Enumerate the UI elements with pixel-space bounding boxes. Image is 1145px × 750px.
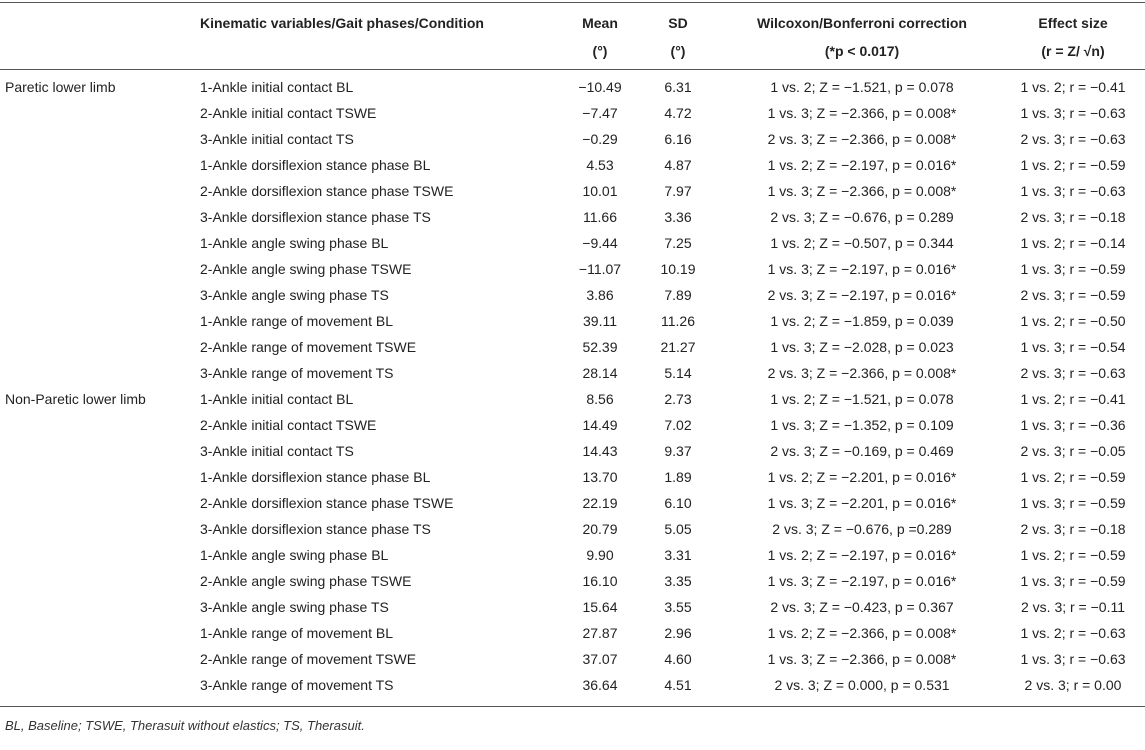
header-effect-formula: (r = Z/ √n) [1041,43,1105,59]
cell-effect-size: 1 vs. 3; r = −0.54 [1020,339,1126,355]
header-variable: Kinematic variables/Gait phases/Condition [200,15,484,31]
cell-sd: 9.37 [664,443,692,459]
cell-wilcoxon: 1 vs. 2; Z = −2.366, p = 0.008* [767,625,957,641]
cell-effect-size: 2 vs. 3; r = −0.18 [1020,521,1126,537]
table-row [0,152,1145,178]
cell-effect-size: 1 vs. 2; r = −0.41 [1020,79,1126,95]
cell-mean: 20.79 [582,521,618,537]
cell-mean: 36.64 [582,677,618,693]
cell-variable: 1-Ankle angle swing phase BL [200,235,389,251]
cell-variable: 2-Ankle initial contact TSWE [200,105,377,121]
table-row [0,74,1145,100]
row-group-label: Non-Paretic lower limb [5,391,146,407]
cell-sd: 10.19 [660,261,696,277]
cell-effect-size: 1 vs. 2; r = −0.41 [1020,391,1126,407]
cell-effect-size: 1 vs. 3; r = −0.36 [1020,417,1126,433]
table-row [0,620,1145,646]
table-row [0,646,1145,672]
cell-wilcoxon: 1 vs. 3; Z = −2.028, p = 0.023 [770,339,954,355]
table-top-rule [0,2,1145,3]
cell-sd: 3.36 [664,209,692,225]
cell-variable: 1-Ankle angle swing phase BL [200,547,389,563]
cell-sd: 4.87 [664,157,692,173]
header-mean-unit: (°) [592,43,608,59]
table-row [0,594,1145,620]
table-row [0,334,1145,360]
cell-effect-size: 2 vs. 3; r = −0.63 [1020,365,1126,381]
cell-sd: 7.25 [664,235,692,251]
cell-mean: −11.07 [578,261,622,277]
cell-mean: −0.29 [582,131,618,147]
cell-variable: 1-Ankle initial contact BL [200,391,354,407]
row-group-label: Paretic lower limb [5,79,116,95]
table-row [0,360,1145,386]
cell-wilcoxon: 2 vs. 3; Z = −2.197, p = 0.016* [767,287,957,303]
cell-variable: 2-Ankle angle swing phase TSWE [200,261,412,277]
cell-mean: 14.49 [582,417,618,433]
header-sd: SD [668,15,688,31]
cell-variable: 3-Ankle range of movement TS [200,365,394,381]
cell-wilcoxon: 2 vs. 3; Z = −0.676, p = 0.289 [770,209,954,225]
cell-wilcoxon: 1 vs. 3; Z = −1.352, p = 0.109 [770,417,954,433]
cell-variable: 2-Ankle angle swing phase TSWE [200,573,412,589]
cell-effect-size: 2 vs. 3; r = −0.63 [1020,131,1126,147]
cell-effect-size: 2 vs. 3; r = 0.00 [1024,677,1122,693]
cell-mean: 13.70 [582,469,618,485]
table-row [0,386,1145,412]
cell-wilcoxon: 1 vs. 2; Z = −1.521, p = 0.078 [770,391,954,407]
cell-sd: 4.72 [664,105,692,121]
cell-variable: 2-Ankle range of movement TSWE [200,651,417,667]
cell-wilcoxon: 1 vs. 2; Z = −2.197, p = 0.016* [767,547,957,563]
table-row [0,542,1145,568]
cell-sd: 11.26 [661,313,695,329]
header-sd-unit: (°) [670,43,686,59]
cell-wilcoxon: 1 vs. 3; Z = −2.366, p = 0.008* [767,651,957,667]
cell-variable: 1-Ankle dorsiflexion stance phase BL [200,157,431,173]
cell-variable: 3-Ankle angle swing phase TS [200,287,389,303]
table-row [0,282,1145,308]
table-row [0,438,1145,464]
table-header-row-1 [0,10,1145,36]
cell-sd: 2.96 [664,625,692,641]
table-row [0,490,1145,516]
cell-sd: 7.02 [664,417,692,433]
cell-wilcoxon: 1 vs. 3; Z = −2.197, p = 0.016* [767,261,957,277]
cell-variable: 3-Ankle initial contact TS [200,131,354,147]
cell-mean: 14.43 [582,443,618,459]
cell-mean: 16.10 [582,573,618,589]
cell-effect-size: 2 vs. 3; r = −0.18 [1020,209,1126,225]
cell-effect-size: 1 vs. 3; r = −0.59 [1020,573,1126,589]
cell-wilcoxon: 2 vs. 3; Z = −2.366, p = 0.008* [767,365,957,381]
cell-mean: 37.07 [582,651,618,667]
cell-variable: 2-Ankle initial contact TSWE [200,417,377,433]
cell-mean: −7.47 [582,105,618,121]
header-mean: Mean [582,15,618,31]
cell-mean: 52.39 [582,339,618,355]
table-header-row-2 [0,38,1145,64]
header-bottom-rule [0,69,1145,70]
header-wilcoxon-threshold: (*p < 0.017) [824,43,900,59]
cell-sd: 4.60 [664,651,692,667]
cell-sd: 6.16 [664,131,692,147]
cell-wilcoxon: 1 vs. 2; Z = −1.859, p = 0.039 [770,313,954,329]
table-row [0,126,1145,152]
cell-effect-size: 1 vs. 2; r = −0.59 [1020,469,1126,485]
cell-effect-size: 2 vs. 3; r = −0.05 [1020,443,1126,459]
table-row [0,230,1145,256]
cell-sd: 5.05 [664,521,692,537]
table-row [0,204,1145,230]
table-row [0,256,1145,282]
cell-wilcoxon: 1 vs. 2; Z = −2.201, p = 0.016* [767,469,957,485]
table-row [0,308,1145,334]
cell-sd: 3.31 [664,547,692,563]
table-footnote: BL, Baseline; TSWE, Therasuit without elastics; TS, Therasuit. [5,718,365,733]
cell-sd: 5.14 [664,365,692,381]
cell-wilcoxon: 2 vs. 3; Z = −0.423, p = 0.367 [770,599,954,615]
cell-variable: 3-Ankle dorsiflexion stance phase TS [200,209,431,225]
cell-wilcoxon: 1 vs. 2; Z = −2.197, p = 0.016* [767,157,957,173]
cell-sd: 1.89 [664,469,692,485]
cell-wilcoxon: 1 vs. 3; Z = −2.197, p = 0.016* [767,573,957,589]
cell-variable: 1-Ankle dorsiflexion stance phase BL [200,469,431,485]
cell-variable: 3-Ankle range of movement TS [200,677,394,693]
cell-effect-size: 2 vs. 3; r = −0.11 [1020,599,1126,615]
cell-variable: 2-Ankle dorsiflexion stance phase TSWE [200,183,454,199]
table-row [0,464,1145,490]
cell-effect-size: 1 vs. 2; r = −0.50 [1020,313,1126,329]
cell-wilcoxon: 2 vs. 3; Z = −0.676, p =0.289 [772,521,952,537]
cell-variable: 3-Ankle initial contact TS [200,443,354,459]
cell-effect-size: 1 vs. 3; r = −0.63 [1020,651,1126,667]
cell-mean: 9.90 [586,547,614,563]
cell-sd: 3.55 [664,599,692,615]
table-row [0,412,1145,438]
cell-mean: −10.49 [578,79,622,95]
table-row [0,672,1145,698]
cell-variable: 2-Ankle range of movement TSWE [200,339,417,355]
cell-variable: 3-Ankle dorsiflexion stance phase TS [200,521,431,537]
cell-mean: 15.64 [582,599,618,615]
table-row [0,100,1145,126]
cell-wilcoxon: 1 vs. 3; Z = −2.366, p = 0.008* [767,105,957,121]
cell-sd: 4.51 [664,677,692,693]
cell-effect-size: 1 vs. 2; r = −0.59 [1020,157,1126,173]
cell-variable: 3-Ankle angle swing phase TS [200,599,389,615]
table-row [0,516,1145,542]
cell-mean: 4.53 [586,157,614,173]
table-bottom-rule [0,706,1145,707]
header-wilcoxon: Wilcoxon/Bonferroni correction [757,15,967,31]
cell-wilcoxon: 2 vs. 3; Z = 0.000, p = 0.531 [774,677,950,693]
cell-sd: 2.73 [664,391,692,407]
cell-sd: 21.27 [660,339,696,355]
cell-wilcoxon: 1 vs. 3; Z = −2.366, p = 0.008* [767,183,957,199]
cell-mean: −9.44 [582,235,618,251]
cell-wilcoxon: 1 vs. 2; Z = −0.507, p = 0.344 [770,235,954,251]
cell-effect-size: 1 vs. 2; r = −0.59 [1020,547,1126,563]
cell-mean: 8.56 [586,391,614,407]
cell-mean: 27.87 [582,625,618,641]
cell-mean: 10.01 [582,183,618,199]
table-row [0,178,1145,204]
table-row [0,568,1145,594]
cell-variable: 2-Ankle dorsiflexion stance phase TSWE [200,495,454,511]
cell-mean: 3.86 [586,287,614,303]
cell-sd: 7.89 [664,287,692,303]
cell-mean: 22.19 [582,495,618,511]
cell-wilcoxon: 1 vs. 2; Z = −1.521, p = 0.078 [770,79,954,95]
cell-variable: 1-Ankle initial contact BL [200,79,354,95]
cell-effect-size: 2 vs. 3; r = −0.59 [1020,287,1126,303]
cell-effect-size: 1 vs. 2; r = −0.14 [1020,235,1126,251]
cell-variable: 1-Ankle range of movement BL [200,313,393,329]
cell-sd: 6.31 [664,79,692,95]
header-effect-size: Effect size [1038,15,1108,31]
cell-effect-size: 1 vs. 3; r = −0.63 [1020,105,1126,121]
cell-mean: 11.66 [583,209,617,225]
cell-wilcoxon: 2 vs. 3; Z = −2.366, p = 0.008* [767,131,957,147]
cell-effect-size: 1 vs. 2; r = −0.63 [1020,625,1126,641]
cell-effect-size: 1 vs. 3; r = −0.59 [1020,261,1126,277]
cell-variable: 1-Ankle range of movement BL [200,625,393,641]
cell-sd: 6.10 [664,495,692,511]
cell-effect-size: 1 vs. 3; r = −0.59 [1020,495,1126,511]
cell-sd: 7.97 [664,183,692,199]
cell-mean: 28.14 [582,365,618,381]
cell-sd: 3.35 [664,573,692,589]
cell-effect-size: 1 vs. 3; r = −0.63 [1020,183,1126,199]
cell-wilcoxon: 2 vs. 3; Z = −0.169, p = 0.469 [770,443,954,459]
cell-mean: 39.11 [583,313,617,329]
cell-wilcoxon: 1 vs. 3; Z = −2.201, p = 0.016* [767,495,957,511]
